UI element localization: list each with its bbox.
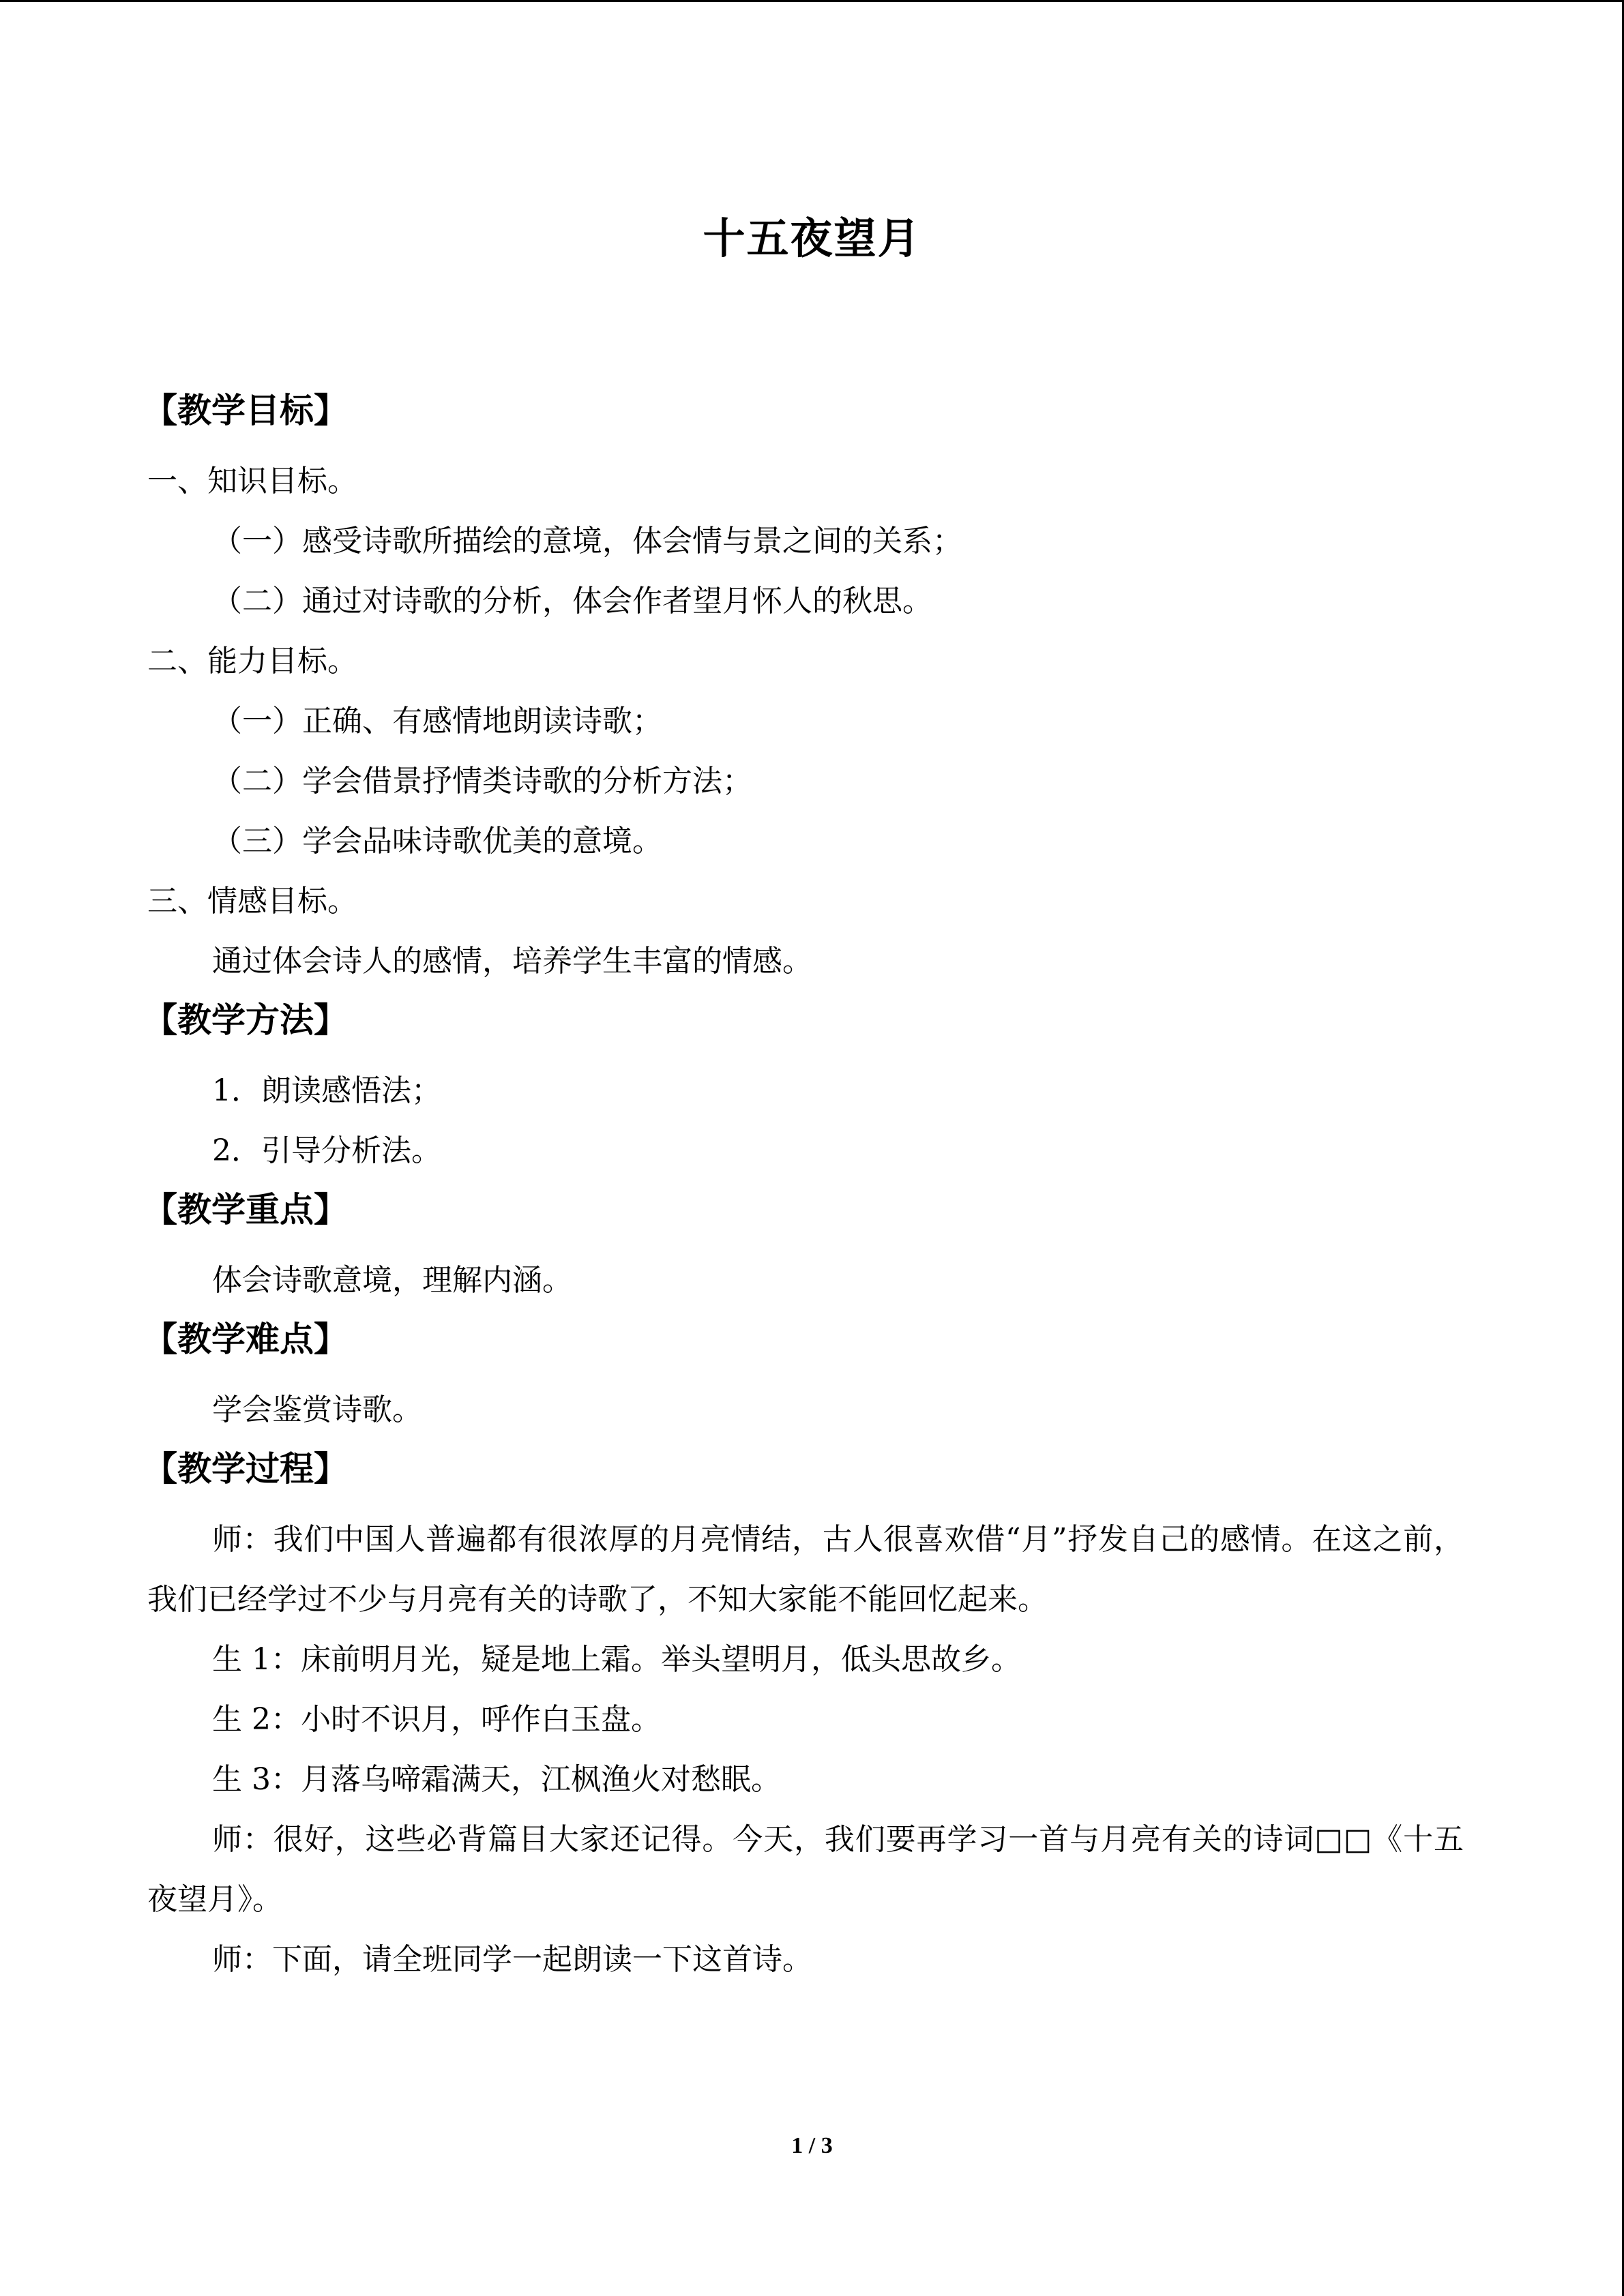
objective-ability-3: （三）学会品味诗歌优美的意境。 bbox=[212, 824, 662, 859]
heading-difficulties: 【教学难点】 bbox=[143, 1319, 348, 1359]
objective-knowledge: 一、知识目标。 bbox=[147, 464, 357, 498]
method-item-2: 2．引导分析法。 bbox=[212, 1133, 441, 1168]
objective-emotion: 三、情感目标。 bbox=[147, 884, 357, 919]
process-paragraph-6: 师：下面，请全班同学一起朗读一下这首诗。 bbox=[212, 1942, 812, 1977]
objective-knowledge-2: （二）通过对诗歌的分析，体会作者望月怀人的秋思。 bbox=[212, 584, 932, 618]
heading-objectives: 【教学目标】 bbox=[143, 390, 348, 430]
objective-ability-1: （一）正确、有感情地朗读诗歌； bbox=[212, 704, 662, 739]
heading-methods: 【教学方法】 bbox=[143, 1000, 348, 1040]
page-number: 1 / 3 bbox=[791, 2133, 833, 2158]
process-paragraph-3: 生 2：小时不识月，呼作白玉盘。 bbox=[212, 1702, 661, 1737]
process-paragraph-2: 生 1：床前明月光，疑是地上霜。举头望明月，低头思故乡。 bbox=[212, 1642, 1021, 1677]
objective-emotion-text: 通过体会诗人的感情，培养学生丰富的情感。 bbox=[212, 944, 812, 979]
difficulties-text: 学会鉴赏诗歌。 bbox=[212, 1392, 422, 1427]
process-paragraph-4: 生 3：月落乌啼霜满天，江枫渔火对愁眠。 bbox=[212, 1762, 781, 1797]
document-body bbox=[143, 382, 1464, 1990]
process-paragraph-5: 师：很好，这些必背篇目大家还记得。今天，我们要再学习一首与月亮有关的诗词□□《十五夜望月》。 bbox=[147, 1822, 1464, 1917]
objective-ability-2: （二）学会借景抒情类诗歌的分析方法； bbox=[212, 764, 752, 799]
process-paragraph-1: 师：我们中国人普遍都有很浓厚的月亮情结，古人很喜欢借“月”抒发自己的感情。在这之前，我们已经学过不少与月亮有关的诗歌了，不知大家能不能回忆起来。 bbox=[147, 1522, 1464, 1617]
key-points-text: 体会诗歌意境，理解内涵。 bbox=[212, 1263, 572, 1298]
method-item-1: 1．朗读感悟法； bbox=[212, 1073, 441, 1108]
document-title: 十五夜望月 bbox=[703, 213, 921, 263]
objective-ability: 二、能力目标。 bbox=[147, 644, 357, 679]
page-border-top bbox=[0, 0, 1624, 2]
heading-key-points: 【教学重点】 bbox=[143, 1189, 348, 1229]
heading-process: 【教学过程】 bbox=[143, 1448, 348, 1489]
objective-knowledge-1: （一）感受诗歌所描绘的意境，体会情与景之间的关系； bbox=[212, 524, 962, 558]
